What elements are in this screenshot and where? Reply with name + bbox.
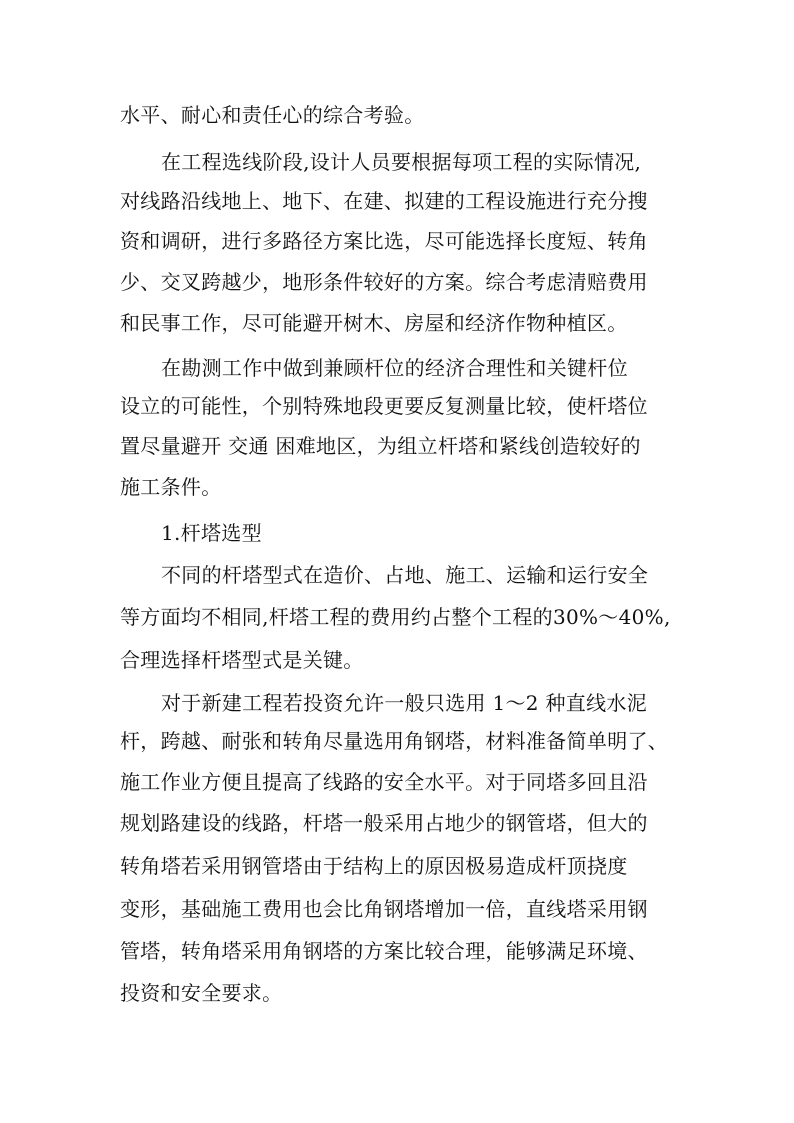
text-line-6: 和民事工作，尽可能避开树木、房屋和经济作物种植区。 xyxy=(120,311,628,335)
text-line-4: 资和调研，进行多路径方案比选，尽可能选择长度短、转角 xyxy=(120,229,648,253)
section-heading: 1.杆塔选型 xyxy=(161,521,262,545)
text-line-18: 规划路建设的线路，杆塔一般采用占地少的钢管塔，但大的 xyxy=(120,811,648,835)
text-line-16: 杆，跨越、耐张和转角尽量选用角钢塔，材料准备简单明了、 xyxy=(120,729,669,753)
text-line-1: 水平、耐心和责任心的综合考验。 xyxy=(120,103,425,127)
text-line-14: 合理选择杆塔型式是关键。 xyxy=(120,648,364,672)
text-line-21: 管塔，转角塔采用角钢塔的方案比较合理，能够满足环境、 xyxy=(120,939,648,963)
text-line-20: 变形，基础施工费用也会比角钢塔增加一倍，直线塔采用钢 xyxy=(120,897,648,921)
text-line-2: 在工程选线阶段,设计人员要根据每项工程的实际情况, xyxy=(161,150,642,174)
text-line-17: 施工作业方便且提高了线路的安全水平。对于同塔多回且沿 xyxy=(120,770,648,794)
text-line-13: 等方面均不相同,杆塔工程的费用约占整个工程的30%～40%, xyxy=(120,605,671,629)
text-line-3: 对线路沿线地上、地下、在建、拟建的工程设施进行充分搜 xyxy=(120,189,648,213)
text-line-22: 投资和安全要求。 xyxy=(120,981,283,1005)
text-line-12: 不同的杆塔型式在造价、占地、施工、运输和运行安全 xyxy=(161,563,649,587)
text-line-5: 少、交叉跨越少，地形条件较好的方案。综合考虑清赔费用 xyxy=(120,270,648,294)
text-line-9: 置尽量避开 交通 困难地区，为组立杆塔和紧线创造较好的 xyxy=(120,434,641,458)
text-line-19: 转角塔若采用钢管塔由于结构上的原因极易造成杆顶挠度 xyxy=(120,854,628,878)
text-line-10: 施工条件。 xyxy=(120,475,222,499)
text-line-8: 设立的可能性，个别特殊地段更要反复测量比较，使杆塔位 xyxy=(120,394,648,418)
text-line-15: 对于新建工程若投资允许一般只选用 1～2 种直线水泥 xyxy=(161,691,647,715)
text-line-7: 在勘测工作中做到兼顾杆位的经济合理性和关键杆位 xyxy=(161,356,628,380)
